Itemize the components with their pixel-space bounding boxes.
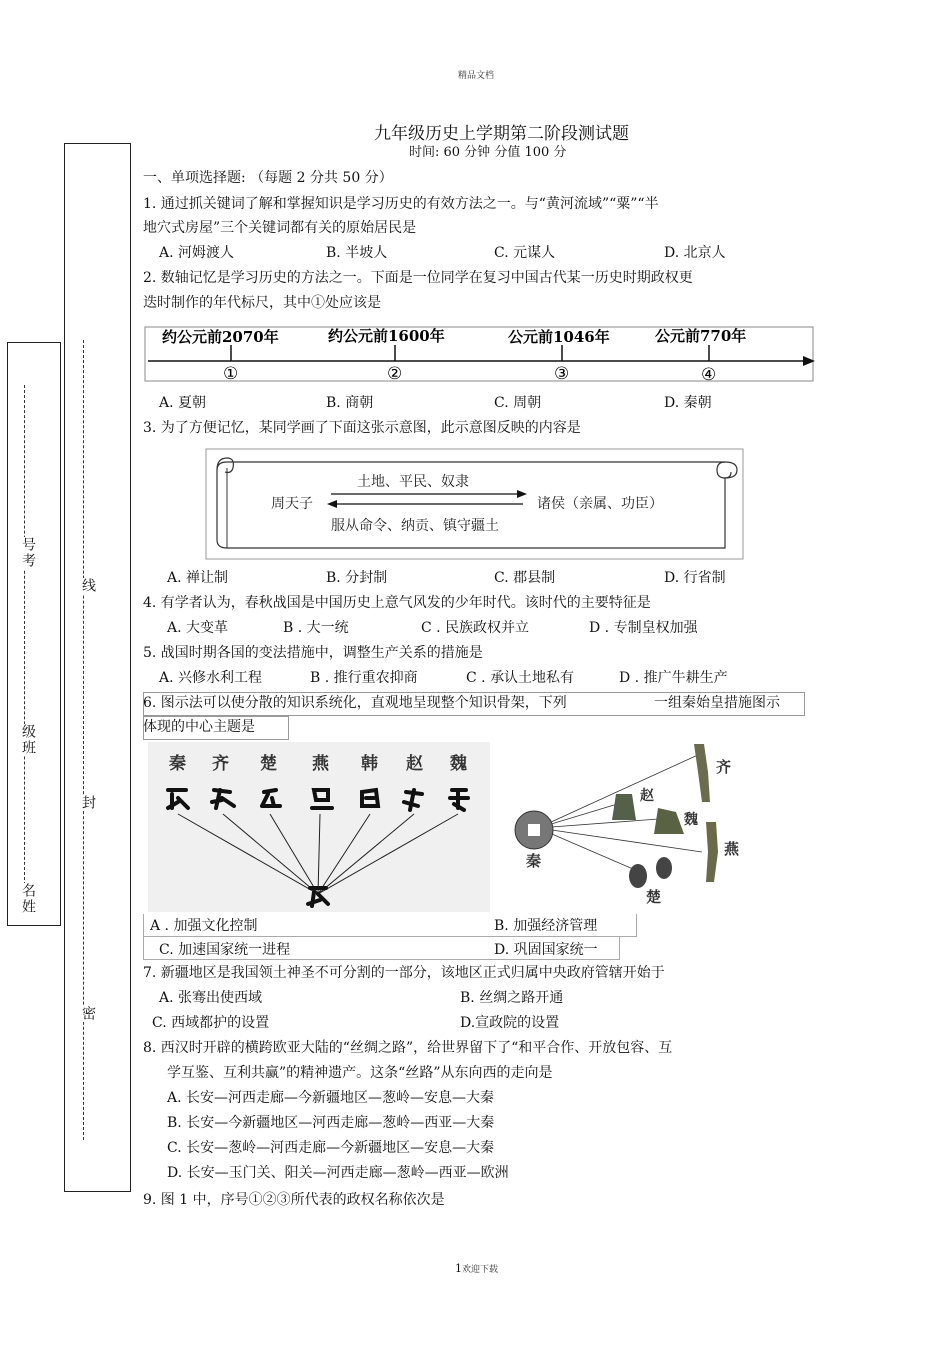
timeline-label-3: 公元前1046年	[508, 328, 610, 346]
diagram-right-label: 诸侯（亲属、功臣）	[537, 496, 663, 512]
timeline-label-1: 约公元前2070年	[162, 328, 279, 346]
page-number: 1	[455, 1262, 462, 1275]
student-name-label: 名姓	[20, 883, 36, 915]
q6-option-c[interactable]: C. 加速国家统一进程	[159, 942, 291, 958]
q5-option-d[interactable]: D . 推广牛耕生产	[619, 670, 728, 686]
yan-knife-coin	[706, 822, 718, 882]
timeline-label-2: 约公元前1600年	[328, 327, 445, 345]
student-class-label: 级班	[20, 724, 36, 756]
coin-label-zhao: 赵	[640, 788, 654, 804]
q8-stem-line1: 8. 西汉时开辟的横跨欧亚大陆的“丝绸之路”，给世界留下了“和平合作、开放包容、互	[143, 1040, 673, 1056]
state-yan: 燕	[312, 754, 329, 774]
qi-knife-coin	[694, 744, 710, 802]
student-exam-number-label: 号考	[20, 537, 36, 569]
q8-stem-line2: 学互鉴、互利共赢”的精神遗产。这条“丝路”从东向西的走向是	[167, 1065, 553, 1081]
q2-option-a[interactable]: A. 夏朝	[159, 395, 207, 411]
chu-ant-nose-coin-2	[656, 857, 672, 879]
q8-option-c[interactable]: C. 长安—葱岭—河西走廊—今新疆地区—安息—大秦	[167, 1140, 495, 1156]
q1-stem-line1: 1. 通过抓关键词了解和掌握知识是学习历史的有效方法之一。与“黄河流域”“粟”“半	[143, 196, 659, 212]
q1-stem-line2: 地穴式房屋”三个关键词都有关的原始居民是	[143, 220, 417, 236]
coin-label-qi: 齐	[716, 758, 732, 776]
state-han: 韩	[361, 754, 378, 774]
footer	[455, 1262, 498, 1275]
q4-option-a[interactable]: A. 大变革	[167, 620, 229, 636]
state-zhao: 赵	[406, 754, 423, 774]
q4-option-b[interactable]: B . 大一统	[283, 620, 349, 636]
student-info-box	[7, 342, 61, 926]
zhao-spade-coin	[612, 794, 636, 820]
q6-figure-coins	[498, 742, 748, 912]
q3-option-b[interactable]: B. 分封制	[326, 570, 388, 586]
q6-option-b[interactable]: B. 加强经济管理	[494, 918, 598, 934]
q1-option-a[interactable]: A. 河姆渡人	[159, 245, 235, 261]
q2-stem-line1: 2. 数轴记忆是学习历史的方法之一。下面是一位同学在复习中国古代某一历史时期政权更	[143, 270, 693, 286]
q2-option-c[interactable]: C. 周朝	[494, 395, 542, 411]
q1-option-d[interactable]: D. 北京人	[664, 245, 726, 261]
binding-label-feng: 封	[80, 795, 96, 811]
q2-option-d[interactable]: D. 秦朝	[664, 395, 712, 411]
chu-ant-nose-coin-1	[629, 864, 647, 888]
coin-label-chu: 楚	[646, 888, 662, 906]
q5-stem: 5. 战国时期各国的变法措施中，调整生产关系的措施是	[143, 645, 483, 661]
coin-label-wei: 魏	[684, 812, 698, 828]
q3-option-d[interactable]: D. 行省制	[664, 570, 726, 586]
q6-stem-line1b: 一组秦始皇措施图示	[654, 695, 780, 711]
q4-stem: 4. 有学者认为，春秋战国是中国历史上意气风发的少年时代。该时代的主要特征是	[143, 595, 651, 611]
coin-label-qin: 秦	[526, 852, 542, 870]
timeline-label-4: 公元前770年	[655, 327, 747, 345]
state-chu: 楚	[260, 754, 277, 774]
q1-option-b[interactable]: B. 半坡人	[326, 245, 388, 261]
q7-stem: 7. 新疆地区是我国领土神圣不可分割的一部分，该地区正式归属中央政府管辖开始于	[143, 965, 665, 981]
q6-option-a[interactable]: A . 加强文化控制	[150, 918, 258, 934]
coin-label-yan: 燕	[724, 840, 740, 858]
q6-option-d[interactable]: D. 巩固国家统一	[494, 942, 598, 958]
q3-option-a[interactable]: A. 禅让制	[167, 570, 229, 586]
q3-feudal-diagram	[205, 448, 745, 560]
q2-stem-line2: 迭时制作的年代标尺，其中①处应该是	[143, 295, 381, 311]
q4-option-d[interactable]: D . 专制皇权加强	[589, 620, 698, 636]
q6-stem-line1a: 6. 图示法可以使分散的知识系统化，直观地呈现整个知识骨架，下列	[143, 695, 567, 711]
wei-spade-coin	[654, 808, 684, 834]
q8-option-b[interactable]: B. 长安—今新疆地区—河西走廊—葱岭—西亚—大秦	[167, 1115, 495, 1131]
timeline-mark-1: ①	[223, 364, 239, 384]
q2-timeline-figure	[143, 325, 818, 385]
state-qi: 齐	[212, 754, 229, 774]
footer-note: 欢迎下载	[462, 1265, 499, 1275]
q6-figure-scripts	[148, 742, 490, 912]
q7-option-d[interactable]: D.宣政院的设置	[460, 1015, 560, 1031]
q2-option-b[interactable]: B. 商朝	[326, 395, 374, 411]
section-heading: 一、单项选择题: （每题 2 分共 50 分）	[143, 170, 393, 186]
binding-label-mi: 密	[80, 1006, 96, 1022]
diagram-bottom-label: 服从命令、纳贡、镇守疆土	[331, 518, 499, 534]
header-note: 精品文档	[458, 71, 495, 81]
q8-option-d[interactable]: D. 长安—玉门关、阳关—河西走廊—葱岭—西亚—欧洲	[167, 1165, 509, 1181]
student-dash-line	[24, 385, 25, 885]
q5-option-a[interactable]: A. 兴修水利工程	[159, 670, 263, 686]
binding-strip-inner	[64, 143, 131, 1192]
page-subtitle: 时间: 60 分钟 分值 100 分	[409, 145, 567, 160]
q1-option-c[interactable]: C. 元谋人	[494, 245, 556, 261]
q7-option-a[interactable]: A. 张骞出使西域	[159, 990, 263, 1006]
q7-option-b[interactable]: B. 丝绸之路开通	[460, 990, 564, 1006]
binding-label-xian: 线	[80, 578, 96, 594]
timeline-mark-3: ③	[554, 364, 570, 384]
timeline-mark-4: ④	[701, 365, 717, 385]
state-wei: 魏	[450, 754, 467, 774]
timeline-mark-2: ②	[387, 364, 403, 384]
diagram-left-label: 周天子	[271, 496, 313, 512]
q8-option-a[interactable]: A. 长安—河西走廊—今新疆地区—葱岭—安息—大秦	[167, 1090, 495, 1106]
q7-option-c[interactable]: C. 西域都护的设置	[152, 1015, 270, 1031]
q5-option-c[interactable]: C . 承认土地私有	[466, 670, 575, 686]
diagram-top-label: 土地、平民、奴隶	[357, 474, 469, 490]
q9-stem: 9. 图 1 中，序号①②③所代表的政权名称依次是	[143, 1192, 445, 1208]
q3-stem: 3. 为了方便记忆，某同学画了下面这张示意图，此示意图反映的内容是	[143, 420, 581, 436]
q3-option-c[interactable]: C. 郡县制	[494, 570, 556, 586]
page-title: 九年级历史上学期第二阶段测试题	[374, 124, 629, 144]
state-qin: 秦	[169, 754, 186, 774]
q6-stem-line2: 体现的中心主题是	[143, 719, 255, 735]
q5-option-b[interactable]: B . 推行重农抑商	[310, 670, 418, 686]
q4-option-c[interactable]: C . 民族政权并立	[421, 620, 530, 636]
